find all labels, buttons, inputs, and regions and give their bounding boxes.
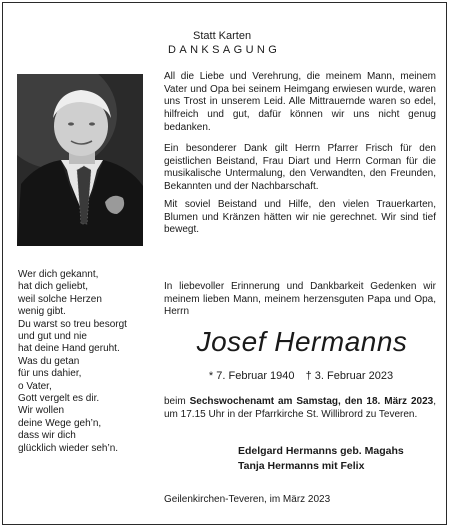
poem-line: Du warst so treu besorgt [18,318,127,330]
poem-line: Was du getan [18,355,80,367]
death-date: † 3. Februar 2023 [305,370,394,382]
portrait-photo [17,74,143,246]
thanks-paragraph-3: Mit soviel Beistand und Hilfe, den vielen Trauerkarten, Blumen und Kränzen hätten wir nie gerechnet. Wir sind tief bewegt. [164,199,436,236]
signer-1: Edelgard Hermanns geb. Magahs [238,445,404,457]
service-date: Sechswochenamt am Samstag, den 18. März 2023 [189,396,434,407]
signer-2: Tanja Hermanns mit Felix [238,460,365,472]
service-post: , um 17.15 Uhr in der Pfarrkirche St. Willibrord zu Teveren. [164,396,436,420]
poem-line: dass wir dich [18,430,76,442]
service-pre: beim [164,396,190,407]
poem [18,269,158,455]
life-dates [163,370,439,382]
thanks-paragraph-1: All die Liebe und Verehrung, die meinem Mann, meinem Vater und Opa bei seinem Heimgang erwiesen wurde, waren uns Trost in unserem Leid. Alle Mittrauernde waren so edel, hilfreich und gut, dafür können wir uns nicht genug bedanken. [164,71,436,133]
poem-line: deine Wege geh’n, [18,417,102,429]
poem-line: o Vater, [18,380,52,392]
poem-line: für uns dahier, [18,368,82,380]
remembrance-paragraph: In liebevoller Erinnerung und Dankbarkeit Gedenken wir meinem lieben Mann, meinem herzensguten Papa und Opa, Herrn [164,281,436,318]
service-paragraph [164,396,436,421]
signers [238,444,404,474]
header-title: DANKSAGUNG [168,44,281,56]
poem-line: und gut und nie [18,331,87,343]
poem-line: Gott vergelt es dir. [18,393,100,405]
poem-line: wenig gibt. [18,306,66,318]
poem-line: Wer dich gekannt, [18,269,99,280]
birth-date: * 7. Februar 1940 [208,370,295,382]
poem-line: hat deine Hand geruht. [18,343,120,355]
poem-line: glücklich wieder seh’n. [18,442,119,454]
poem-line: Wir wollen [18,405,65,417]
header-line1: Statt Karten [193,30,252,42]
deceased-name: Josef Hermanns [196,326,408,357]
thanks-paragraph-2: Ein besonderer Dank gilt Herrn Pfarrer Frisch für den geistlichen Beistand, Frau Diart und Herrn Corman für die musikalische Untermalung, den Verwandten, den Freunden, Bekannten und der Nachbarschaft. [164,143,436,193]
poem-line: hat dich geliebt, [18,281,89,293]
place-date-footer: Geilenkirchen-Teveren, im März 2023 [164,494,331,505]
poem-line: weil solche Herzen [18,293,102,305]
